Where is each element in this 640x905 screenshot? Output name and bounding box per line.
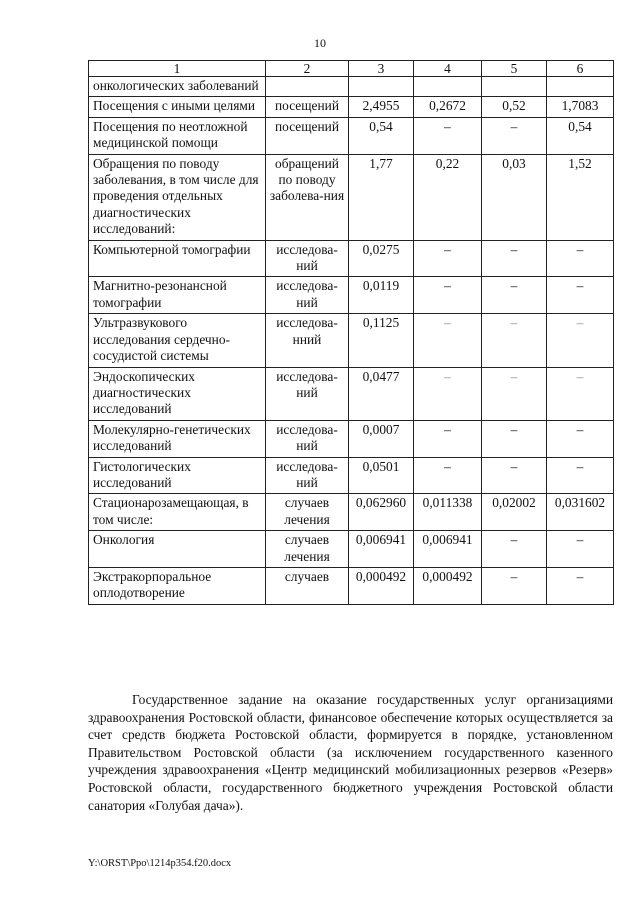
row-unit: исследова-ний (266, 420, 349, 457)
row-unit: случаев лечения (266, 494, 349, 531)
value-col5: – (482, 457, 547, 494)
value-col6: 1,52 (547, 154, 614, 240)
body-paragraph: Государственное задание на оказание государственных услуг организациями здравоохранения Ростовской области, финансовое обеспечение которых осуществляется за счет средств бюджета Ростовской области, формируется в порядке, установленном Правительством Ростовской области (за исключением государственного казенного учреждения здравоохранения «Центр медицинский мобилизационных резервов «Резерв» Ростовской области, государственного бюджетного учреждения Ростовской области санатория «Голубая дача»). (88, 692, 613, 813)
row-name: Посещения с иными целями (89, 97, 266, 117)
row-name: Ультразвукового исследования сердечно-сосудистой системы (89, 314, 266, 367)
row-unit: исследова-ний (266, 367, 349, 420)
header-cell: 4 (414, 61, 482, 77)
value-col5: – (482, 277, 547, 314)
value-col5: – (482, 567, 547, 604)
table-row (89, 420, 614, 457)
value-col4: – (414, 277, 482, 314)
value-col4: 0,2672 (414, 97, 482, 117)
row-unit: исследова-ний (266, 277, 349, 314)
row-name: Посещения по неотложной медицинской помощи (89, 117, 266, 154)
table-header-row (89, 61, 614, 77)
value-col3: 2,4955 (349, 97, 414, 117)
value-col6: 0,54 (547, 117, 614, 154)
table-row (89, 277, 614, 314)
value-col4: – (414, 367, 482, 420)
table-row (89, 567, 614, 604)
value-col3: 0,0007 (349, 420, 414, 457)
table-row (89, 494, 614, 531)
table-row (89, 77, 614, 97)
row-name: Молекулярно-генетических исследований (89, 420, 266, 457)
row-name: Гистологических исследований (89, 457, 266, 494)
value-col4: – (414, 457, 482, 494)
value-col4 (414, 77, 482, 97)
value-col3: 0,000492 (349, 567, 414, 604)
row-name: Обращения по поводу заболевания, в том числе для проведения отдельных диагностических исследований: (89, 154, 266, 240)
value-col6: – (547, 531, 614, 568)
row-name: Экстракорпоральное оплодотворение (89, 567, 266, 604)
value-col4: 0,000492 (414, 567, 482, 604)
value-col5: – (482, 367, 547, 420)
table-row (89, 367, 614, 420)
value-col5: 0,02002 (482, 494, 547, 531)
value-col3: 0,0119 (349, 277, 414, 314)
row-unit: исследова-ний (266, 240, 349, 277)
value-col6: – (547, 567, 614, 604)
row-name: Стационарозамещающая, в том числе: (89, 494, 266, 531)
table-row (89, 240, 614, 277)
value-col6: – (547, 314, 614, 367)
value-col5: 0,03 (482, 154, 547, 240)
value-col6: – (547, 240, 614, 277)
value-col5: – (482, 420, 547, 457)
value-col4: 0,22 (414, 154, 482, 240)
row-name: Онкология (89, 531, 266, 568)
value-col6: – (547, 420, 614, 457)
header-cell: 5 (482, 61, 547, 77)
header-cell: 1 (89, 61, 266, 77)
value-col4: – (414, 117, 482, 154)
value-col6: – (547, 367, 614, 420)
value-col3: 0,062960 (349, 494, 414, 531)
value-col4: – (414, 314, 482, 367)
row-unit: случаев лечения (266, 531, 349, 568)
row-unit: обращений по поводу заболева-ния (266, 154, 349, 240)
file-path: Y:\ORST\Ppo\1214p354.f20.docx (88, 858, 232, 869)
value-col3: 0,006941 (349, 531, 414, 568)
value-col5: – (482, 531, 547, 568)
value-col4: 0,011338 (414, 494, 482, 531)
row-name: Магнитно-резонансной томографии (89, 277, 266, 314)
row-unit: посещений (266, 117, 349, 154)
table-row (89, 314, 614, 367)
value-col4: – (414, 420, 482, 457)
table-row (89, 117, 614, 154)
value-col6: 1,7083 (547, 97, 614, 117)
table-row (89, 457, 614, 494)
page-number: 10 (314, 36, 326, 50)
value-col3: 1,77 (349, 154, 414, 240)
value-col4: 0,006941 (414, 531, 482, 568)
value-col5: – (482, 117, 547, 154)
value-col5: – (482, 314, 547, 367)
value-col4: – (414, 240, 482, 277)
value-col5 (482, 77, 547, 97)
row-unit: посещений (266, 97, 349, 117)
row-unit: исследова-ний (266, 457, 349, 494)
value-col3: 0,54 (349, 117, 414, 154)
value-col6: – (547, 457, 614, 494)
table-row (89, 531, 614, 568)
value-col6: 0,031602 (547, 494, 614, 531)
table-row (89, 154, 614, 240)
row-unit: исследова-нний (266, 314, 349, 367)
row-name: Эндоскопических диагностических исследований (89, 367, 266, 420)
value-col5: – (482, 240, 547, 277)
header-cell: 6 (547, 61, 614, 77)
value-col3: 0,0275 (349, 240, 414, 277)
value-col3 (349, 77, 414, 97)
value-col6: – (547, 277, 614, 314)
row-unit: случаев (266, 567, 349, 604)
value-col6 (547, 77, 614, 97)
table-row (89, 97, 614, 117)
header-cell: 3 (349, 61, 414, 77)
value-col3: 0,0477 (349, 367, 414, 420)
row-name: онкологических заболеваний (89, 77, 266, 97)
value-col3: 0,1125 (349, 314, 414, 367)
header-cell: 2 (266, 61, 349, 77)
row-name: Компьютерной томографии (89, 240, 266, 277)
value-col5: 0,52 (482, 97, 547, 117)
value-col3: 0,0501 (349, 457, 414, 494)
row-unit (266, 77, 349, 97)
data-table (88, 60, 614, 605)
